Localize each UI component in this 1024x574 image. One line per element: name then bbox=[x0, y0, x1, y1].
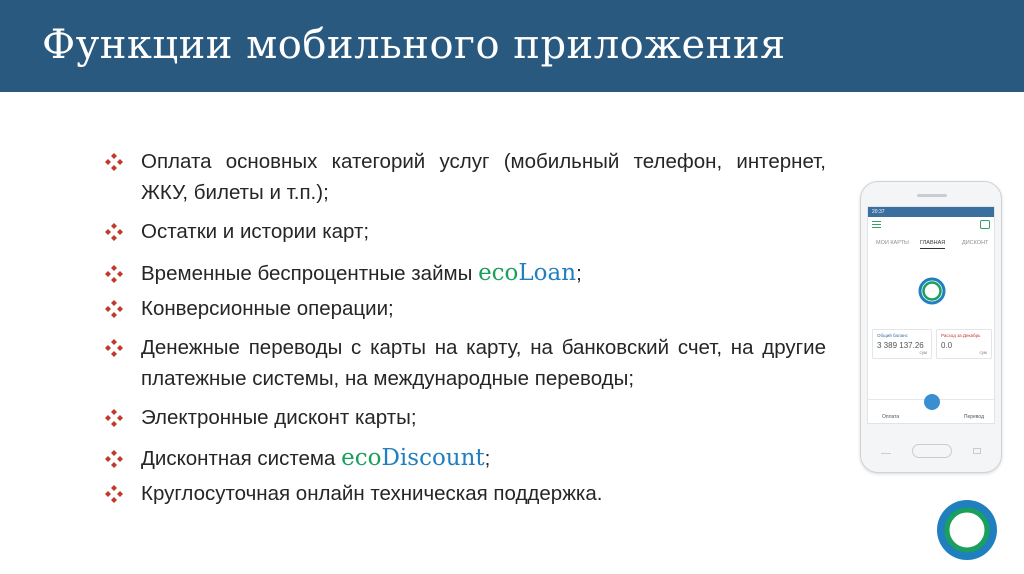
ecodiscount-brand: ecoDiscount bbox=[341, 445, 485, 471]
title-bar bbox=[0, 0, 1024, 92]
tab-main: ГЛАВНАЯ bbox=[920, 240, 945, 249]
back-key-icon bbox=[881, 448, 891, 454]
list-item-text: Электронные дисконт карты; bbox=[141, 406, 417, 429]
menu-icon bbox=[872, 221, 881, 228]
phone-tabs bbox=[868, 237, 994, 251]
list-item bbox=[104, 146, 826, 208]
tab-my-cards: МОИ КАРТЫ bbox=[876, 240, 909, 246]
phone-speaker bbox=[917, 194, 947, 197]
app-bar bbox=[868, 217, 994, 235]
list-item-text: Временные беспроцентные займы bbox=[141, 262, 479, 285]
ecoloan-brand: ecoLoan bbox=[478, 260, 577, 286]
list-item bbox=[104, 293, 826, 324]
diamond-quad-icon bbox=[104, 222, 124, 242]
diamond-quad-icon bbox=[104, 484, 124, 504]
expense-card: Расход за Декабрь 0.0 сум bbox=[936, 329, 992, 359]
nav-pay: Оплата bbox=[882, 414, 900, 420]
list-item bbox=[104, 402, 826, 433]
company-logo-icon bbox=[934, 497, 1000, 563]
diamond-quad-icon bbox=[104, 264, 124, 284]
phone-mockup bbox=[860, 181, 1002, 473]
feature-list bbox=[104, 146, 826, 509]
diamond-quad-icon bbox=[104, 408, 124, 428]
list-item bbox=[104, 216, 826, 247]
app-logo-icon bbox=[918, 277, 946, 305]
diamond-quad-icon bbox=[104, 152, 124, 172]
list-item-text: Оплата основных категорий услуг (мобильный телефон, интернет, ЖКУ, билеты и т.п.); bbox=[141, 150, 826, 204]
diamond-quad-icon bbox=[104, 449, 124, 469]
tab-discount: ДИСКОНТ bbox=[962, 240, 989, 246]
balance-card: Общий баланс 3 389 137.26 сум bbox=[872, 329, 932, 359]
list-item-text: Круглосуточная онлайн техническая поддержка. bbox=[141, 482, 603, 505]
page-title: Функции мобильного приложения bbox=[42, 22, 786, 68]
recent-apps-icon bbox=[973, 448, 981, 454]
list-item: Временные беспроцентные займы ecoLoan; bbox=[104, 258, 826, 289]
list-item-text: Дисконтная система bbox=[141, 447, 342, 470]
list-item-text: Остатки и истории карт; bbox=[141, 220, 370, 243]
nav-transfer: Перевод bbox=[963, 414, 984, 420]
list-item-text: Денежные переводы с карты на карту, на банковский счет, на другие платежные системы, на международные переводы; bbox=[141, 336, 826, 390]
bottom-nav bbox=[868, 399, 994, 423]
diamond-quad-icon bbox=[104, 299, 124, 319]
qr-icon bbox=[924, 394, 940, 410]
status-bar: 20:37 bbox=[868, 207, 994, 217]
diamond-quad-icon bbox=[104, 338, 124, 358]
list-item bbox=[104, 478, 826, 509]
list-item-text: Конверсионные операции; bbox=[141, 297, 394, 320]
list-item bbox=[104, 332, 826, 394]
edit-icon bbox=[980, 220, 990, 229]
list-item: Дисконтная система ecoDiscount; bbox=[104, 443, 826, 474]
home-button bbox=[912, 444, 952, 458]
phone-screen bbox=[867, 206, 995, 424]
